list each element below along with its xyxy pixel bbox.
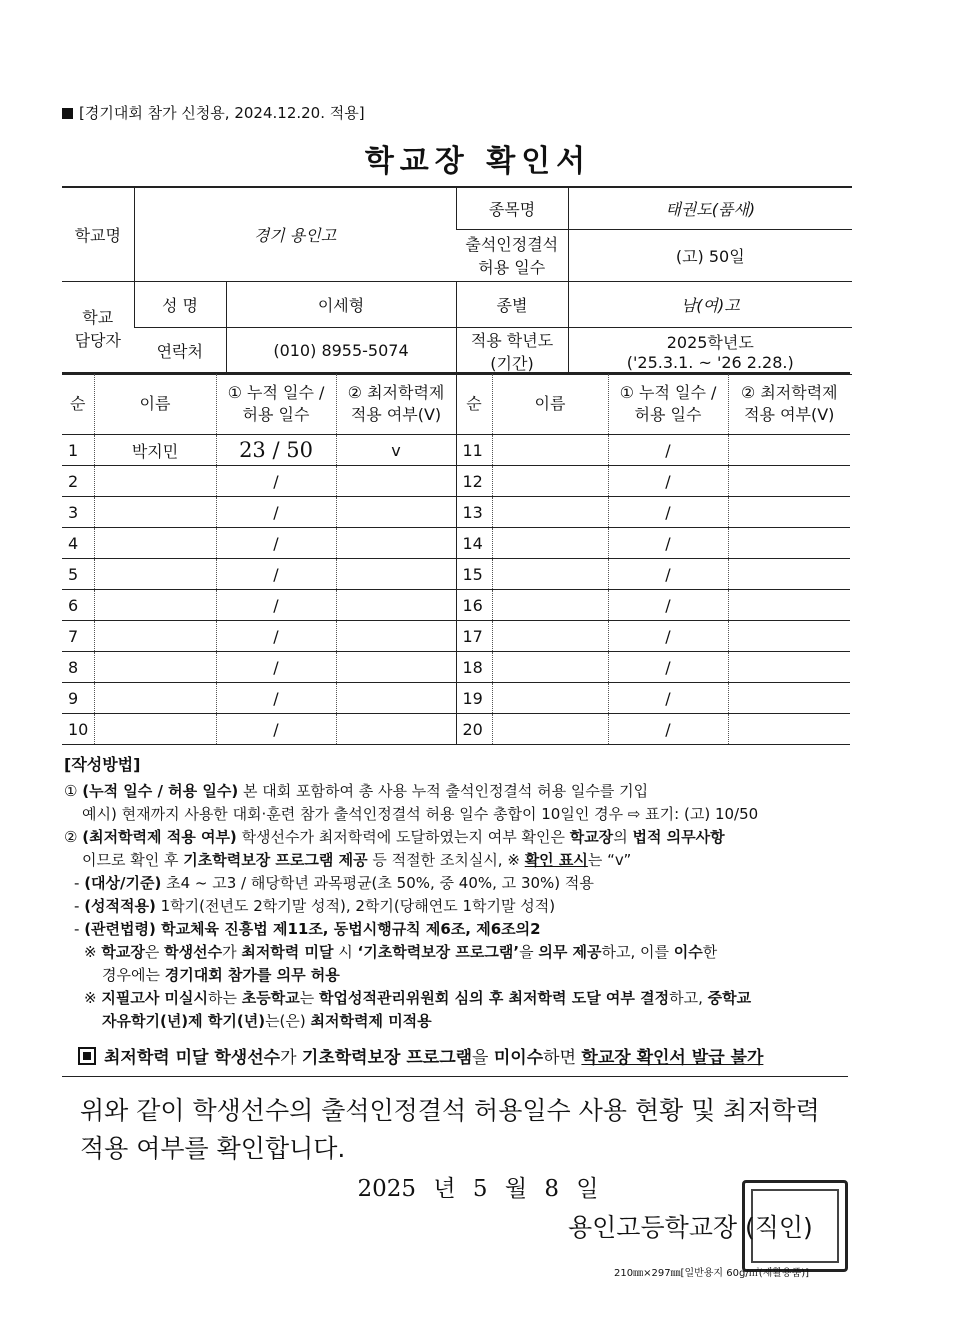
student-count: /	[216, 466, 336, 497]
contact-label: 연락처	[134, 327, 226, 374]
student-min-check	[336, 559, 456, 590]
student-min-check	[336, 528, 456, 559]
filled-square-icon	[78, 1047, 96, 1065]
student-name	[94, 466, 216, 497]
student-count: /	[608, 497, 728, 528]
header-min: ② 최저학력제 적용 여부(V)	[336, 373, 456, 435]
student-name	[492, 528, 608, 559]
student-no: 2	[62, 466, 94, 497]
student-no: 9	[62, 683, 94, 714]
student-min-check	[336, 714, 456, 745]
student-min-check: v	[336, 435, 456, 466]
student-no: 4	[62, 528, 94, 559]
student-min-check	[336, 466, 456, 497]
paper-spec: 210㎜×297㎜[일반용지 60g/㎡(재활용품)]	[614, 1268, 810, 1279]
name-label: 성 명	[134, 281, 226, 327]
student-count: /	[608, 590, 728, 621]
name-value: 이세형	[226, 281, 456, 327]
gender-value: 남(여)고	[568, 281, 852, 327]
school-value: 경기 용인고	[134, 187, 456, 281]
method-line-2: 예시) 현재까지 사용한 대회·훈련 참가 출석인정결석 허용 일수 총합이 10일인 경우 ⇨ 표기: (고) 10/50	[82, 805, 759, 823]
student-min-check	[336, 590, 456, 621]
table-row	[62, 435, 850, 466]
student-count: /	[216, 590, 336, 621]
header-name: 이름	[94, 373, 216, 435]
student-min-check	[728, 559, 850, 590]
student-no: 1	[62, 435, 94, 466]
student-count: /	[216, 652, 336, 683]
method-line-4: 이므로 확인 후 기초학력보장 프로그램 제공 등 적절한 조치실시, ※ 확인 표시는 “v”	[82, 851, 632, 869]
header-no: 순	[62, 373, 94, 435]
student-count: /	[216, 714, 336, 745]
student-no: 11	[456, 435, 492, 466]
student-no: 7	[62, 621, 94, 652]
student-name	[492, 590, 608, 621]
header-min-2: ② 최저학력제 적용 여부(V)	[728, 373, 850, 435]
student-count: /	[608, 652, 728, 683]
student-name	[94, 590, 216, 621]
student-min-check	[728, 683, 850, 714]
info-table	[62, 186, 852, 375]
student-table-header	[62, 373, 850, 435]
student-name	[94, 652, 216, 683]
table-row	[62, 621, 850, 652]
method-line-7: - (관련법령) 학교체육 진흥법 제11조, 동법시행규칙 제6조, 제6조의2	[74, 920, 541, 938]
table-row	[62, 497, 850, 528]
student-name	[94, 683, 216, 714]
student-min-check	[728, 435, 850, 466]
student-no: 16	[456, 590, 492, 621]
notice: 최저학력 미달 학생선수가 기초학력보장 프로그램을 미이수하면 학교장 확인서 발급 불가	[78, 1043, 763, 1068]
allowed-days-label: 출석인정결석 허용 일수	[456, 229, 568, 281]
student-count: /	[608, 559, 728, 590]
student-table	[62, 372, 850, 745]
method-title: [작성방법]	[64, 755, 141, 774]
student-name	[94, 714, 216, 745]
method-line-6: - (성적적용) 1학기(전년도 2학기말 성적), 2학기(당해연도 1학기말 성적)	[74, 897, 556, 915]
student-no: 8	[62, 652, 94, 683]
student-min-check	[728, 621, 850, 652]
table-row	[62, 714, 850, 745]
student-count: /	[608, 683, 728, 714]
student-no: 20	[456, 714, 492, 745]
header-name-2: 이름	[492, 373, 608, 435]
student-min-check	[728, 714, 850, 745]
confirm-statement: 위와 같이 학생선수의 출석인정결석 허용일수 사용 현황 및 최저학력 적용 여부를 확인합니다.	[80, 1096, 820, 1163]
student-min-check	[728, 497, 850, 528]
student-no: 3	[62, 497, 94, 528]
student-min-check	[336, 652, 456, 683]
method-line-1: ① (누적 일수 / 허용 일수) 본 대회 포함하여 총 사용 누적 출석인정결석 허용 일수를 기입	[64, 782, 649, 800]
student-count: /	[216, 683, 336, 714]
student-no: 10	[62, 714, 94, 745]
student-name	[492, 559, 608, 590]
table-row	[62, 652, 850, 683]
year-value: 2025학년도 ('25.3.1. ~ '26 2.28.)	[568, 327, 852, 374]
student-count: /	[216, 621, 336, 652]
student-name: 박지민	[94, 435, 216, 466]
student-no: 14	[456, 528, 492, 559]
method-line-9: 경우에는 경기대회 참가를 의무 허용	[102, 966, 340, 984]
student-count: /	[216, 497, 336, 528]
header-no-2: 순	[456, 373, 492, 435]
method-line-10: ※ 지필고사 미실시하는 초등학교는 학업성적관리위원회 심의 후 최저학력 도달 여부 결정하고, 중학교	[84, 989, 752, 1007]
student-name	[492, 714, 608, 745]
student-min-check	[336, 683, 456, 714]
form-header-text: [경기대회 참가 신청용, 2024.12.20. 적용]	[79, 104, 365, 122]
writing-method	[64, 753, 854, 1033]
student-name	[94, 621, 216, 652]
student-min-check	[728, 466, 850, 497]
divider	[62, 1076, 848, 1077]
student-count	[216, 435, 336, 466]
student-count: /	[608, 435, 728, 466]
manager-label: 학교 담당자	[62, 281, 134, 374]
table-row	[62, 590, 850, 621]
student-count: /	[608, 714, 728, 745]
event-label: 종목명	[456, 187, 568, 229]
student-no: 12	[456, 466, 492, 497]
header-count: ① 누적 일수 / 허용 일수	[216, 373, 336, 435]
page-title: 학교장 확인서	[364, 144, 592, 179]
student-no: 18	[456, 652, 492, 683]
student-count: /	[608, 528, 728, 559]
student-min-check	[728, 528, 850, 559]
student-no: 17	[456, 621, 492, 652]
student-name	[492, 621, 608, 652]
method-line-5: - (대상/기준) 초4 ~ 고3 / 해당학년 과목평균(초 50%, 중 40%, 고 30%) 적용	[74, 874, 594, 892]
table-row	[62, 559, 850, 590]
student-name	[492, 466, 608, 497]
school-label: 학교명	[62, 187, 134, 281]
student-min-check	[728, 652, 850, 683]
year-label: 적용 학년도 (기간)	[456, 327, 568, 374]
square-bullet-icon	[62, 108, 73, 119]
method-line-3: ② (최저학력제 적용 여부) 학생선수가 최저학력에 도달하였는지 여부 확인은 학교장의 법적 의무사항	[64, 828, 725, 846]
student-no: 13	[456, 497, 492, 528]
student-count: /	[608, 466, 728, 497]
event-value: 태권도(품새)	[568, 187, 852, 229]
contact-value: (010) 8955-5074	[226, 327, 456, 374]
student-no: 5	[62, 559, 94, 590]
form-header	[62, 102, 365, 123]
student-no: 15	[456, 559, 492, 590]
student-name	[492, 497, 608, 528]
student-count: /	[216, 559, 336, 590]
gender-label: 종별	[456, 281, 568, 327]
method-line-11: 자유학기(년)제 학기(년)는(은) 최저학력제 미적용	[102, 1012, 432, 1030]
student-min-check	[728, 590, 850, 621]
table-row	[62, 528, 850, 559]
signer: 용인고등학교장 (직인)	[568, 1213, 813, 1242]
allowed-days-value: (고) 50일	[568, 229, 852, 281]
student-name	[492, 435, 608, 466]
student-no: 19	[456, 683, 492, 714]
student-no: 6	[62, 590, 94, 621]
student-count: /	[216, 528, 336, 559]
student-name	[94, 528, 216, 559]
student-name	[94, 559, 216, 590]
student-min-check	[336, 621, 456, 652]
table-row	[62, 466, 850, 497]
issue-date: 2025 년 5 월 8 일	[357, 1176, 599, 1202]
student-name	[492, 652, 608, 683]
student-min-check	[336, 497, 456, 528]
header-count-2: ① 누적 일수 / 허용 일수	[608, 373, 728, 435]
student-count: /	[608, 621, 728, 652]
student-name	[492, 683, 608, 714]
method-line-8: ※ 학교장은 학생선수가 최저학력 미달 시 ‘기초학력보장 프로그램’을 의무 제공하고, 이를 이수한	[84, 943, 718, 961]
student-name	[94, 497, 216, 528]
student-count-value: 23 / 50	[239, 438, 313, 462]
table-row	[62, 683, 850, 714]
